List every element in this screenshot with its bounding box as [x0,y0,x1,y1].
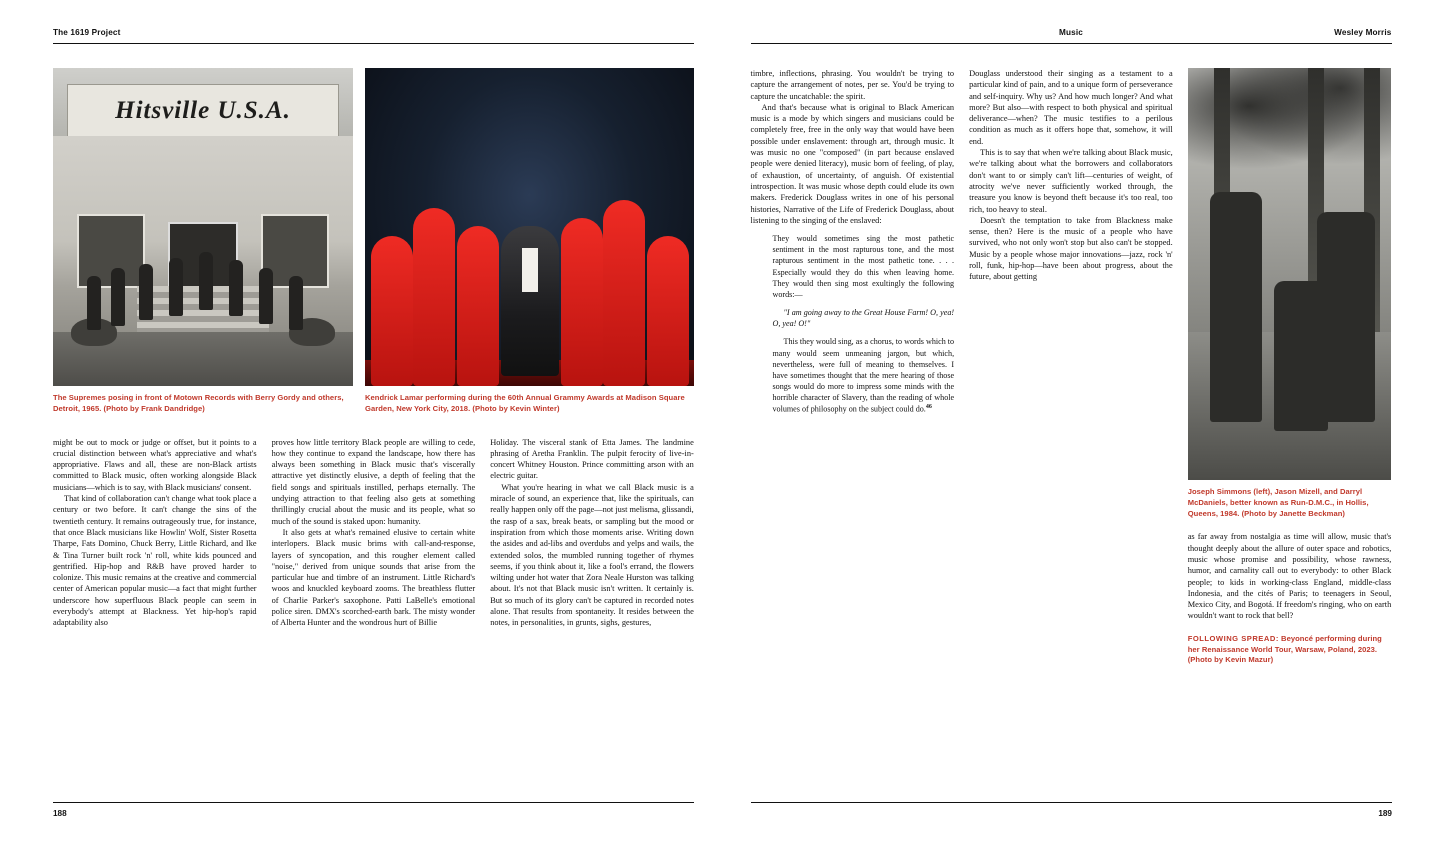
dancer-silhouette [603,200,645,386]
person-silhouette [199,252,213,310]
person-silhouette [229,260,243,316]
paragraph: Douglass understood their singing as a testament to a particular kind of pain, and to a unique form of perseverance and self-inquiry. Why us? And how much longer? And what more? But also—with respect to both physical and spiritual deliverance—when? The music testifies to a perilous condition as much as it offers hope that, somehow, it will end. [969,69,1173,146]
quote-paragraph-2: "I am going away to the Great House Farm! O, yea! O, yea! O!" [772,308,955,329]
person-dmc [1317,212,1375,422]
right-column-3 [1188,68,1392,666]
left-image-row [53,68,694,415]
paragraph: What you're hearing in what we call Black music is a miracle of sound, an experience that, like the spirituals, can really happen only off the page—not just melisma, glissandi, the rasp of a sax, break beats, or sampling but the mood or inspiration from which those moments arise. Writing down the asides and ad-libs and overdubs and yelps and wails, the extended solos, the mumbled running together of rhymes seems, if you think about it, like a fool's errand, the flowers wilting under hot water that Zora Neale Hurston was talking about. It's not that Black music isn't written. It certainly is. But so much of its glory can't be captured in recorded notes alone. That results from spontaneity. It resides between the notes, in personalities, in grunts, sighs, gestures, [490,482,694,628]
paragraph: timbre, inflections, phrasing. You wouldn't be trying to capture the arrangement of notes, per se. You'd be trying to capture the uncatchable: the spirit. [750,69,955,101]
quote-text-3: This they would sing, as a chorus, to words which to many would seem unmeaning jargon, but which, nevertheless, were full of meaning to themselves. I have sometimes thought that the mere hearing of those songs would do more to impress some minds with the horrible character of Slavery, than the reading of whole volumes of philosophy on the subject could do. [772,337,955,415]
left-body-columns [53,437,694,629]
running-head-right [751,28,1392,44]
right-page [723,0,1445,846]
right-body-columns [751,68,1392,666]
running-head-left [53,28,694,44]
photo-kendrick-lamar [365,68,694,386]
right-column-2 [969,68,1173,666]
caption-following-spread [1188,634,1392,666]
left-column-1 [53,437,257,629]
motown-building [53,136,353,386]
page-number-left: 188 [53,802,694,818]
paragraph: This is to say that when we're talking about Black music, we're talking about what the borrowers and collaborators don't want to or simply can't lift—centuries of weight, of atrocity we've never sufficiently worked through, the treasure you know is beyond theft because it's too real, too rich, too heavy to steal. [969,148,1173,214]
running-head-title: The 1619 Project [53,28,121,37]
paragraph: might be out to mock or judge or offset, but it points to a crucial distinction between what's appreciative and what's appropriative. Flaws and all, these are non-Black artists committed to Black music, often working alongside Black musicians—which is to say, with Black musicians' consent. [53,437,257,492]
dancer-silhouette [371,236,413,386]
left-column-2 [272,437,476,629]
figure-supremes [53,68,353,415]
person-silhouette [139,264,153,320]
paragraph: as far away from nostalgia as time will allow, music that's thought deeply about the allure of outer space and robotics, music whose promise and possibility, whose rawness, humor, and carnality call out to everybody: to other Black people; to kids in working-class England, middle-class Indonesia, and the cités of Paris; to teenagers in Seoul, Mexico City, and Bogotá. If freedom's ringing, who on earth wouldn't want to rock that bell? [1187,532,1392,621]
douglass-blockquote [751,233,955,415]
photo-run-dmc [1188,68,1392,480]
dancer-silhouette [647,236,689,386]
left-column-3 [490,437,694,629]
paragraph: And that's because what is original to Black American music is a mode by which singers and musicians could be completely free, free in the only way that would have been possible under enslavement: through art, through music. It was music no one "composed" (in part because enslaved people were denied literacy), music born of feeling, of play, of exhaustion, of uncertainty, of anguish. Of existential introspection. It was music whose depth could elude its own makers. Frederick Douglass writes in one of his personal histories, Narrative of the Life of Frederick Douglass, about listening to the singing of the enslaved: [750,102,955,225]
hitsville-sign-text: Hitsville U.S.A. [115,97,291,124]
following-spread-label: FOLLOWING SPREAD: [1187,633,1279,643]
person-silhouette [169,258,183,316]
dancer-silhouette [457,226,499,386]
person-silhouette [87,276,101,330]
page-number-right: 189 [751,802,1392,818]
caption-run-dmc: Joseph Simmons (left), Jason Mizell, and Darryl McDaniels, better known as Run-D.M.C., in Hollis, Queens, 1984. (Photo by Janette Beckman) [1187,487,1369,518]
paragraph: Doesn't the temptation to take from Blackness make sense, then? Here is the music of a people who have survived, who not only won't stop but also can't be stopped. Music by a people whose major innovations—jazz, rock 'n' roll, funk, hip-hop—have been about progress, about the future, about getting [969,215,1173,282]
paragraph: That kind of collaboration can't change what took place a century or two before. It can't change the sins of the twentieth century. It remains outrageously true, for instance, that once Black musicians like Howlin' Wolf, Sister Rosetta Tharpe, Fats Domino, Chuck Berry, Little Richard, and Ike & Tina Turner built rock 'n' roll, white kids pounced and gentrified. Hip-hop and R&B have proved harder to colonize. This music remains at the creative and commercial center of American popular music—a fact that might further underscore how superfluous Black people can seem in everybody's attempt at Blackness. Yet hip-hop's rapid adaptability also [53,494,257,628]
dancer-silhouette [413,208,455,386]
person-silhouette [111,268,125,326]
person-silhouette [259,268,273,324]
paragraph: It also gets at what's remained elusive to certain white interlopers. Black music brims with call-and-response, layers of syncopation, and this rougher element called "noise," derived from unique sounds that arise from the particular hue and timbre of an instrument. Little Richard's woos and knuckled keyboard zooms. The breathless flutter of Charlie Parker's saxophone. Patti LaBelle's emotional police siren. DMX's scorched-earth bark. The misty wonder of Alberta Hunter and the wondrous hurt of Billie [271,527,476,628]
dancer-silhouette [561,218,603,386]
person-run [1210,192,1262,422]
caption-supremes: The Supremes posing in front of Motown Records with Berry Gordy and others, Detroit, 1965. (Photo by Frank Dandridge) [53,393,344,413]
caption-kendrick: Kendrick Lamar performing during the 60th Annual Grammy Awards at Madison Square Garden, New York City, 2018. (Photo by Kevin Winter) [365,393,685,413]
person-silhouette [289,276,303,330]
paragraph: Holiday. The visceral stank of Etta James. The landmine phrasing of Aretha Franklin. The pulpit ferocity of live-in-concert Whitney Houston. Prince committing arson with an electric guitar. [490,437,694,481]
quote-paragraph-3 [773,336,955,415]
running-head-section: Music [1059,28,1083,37]
figure-kendrick [365,68,694,415]
footnote-marker: 46 [925,404,932,411]
photo-supremes [53,68,353,386]
paragraph: proves how little territory Black people are willing to cede, how they continue to expand the landscape, how there has always been something in Black music that's viscerally attractive yet distinctly elusive, a depth of feeling that the field songs and spirituals instilled, perhaps eternally. The undying attraction to that feeling also gets at something thrillingly crucial about the music and its people, what so much of the sound is staked upon: humanity. [271,437,476,526]
kendrick-lamar-figure [501,226,559,376]
following-spread-text: Beyoncé performing during her Renaissance World Tour, Warsaw, Poland, 2023. (Photo by Kevin Mazur) [1187,633,1382,665]
right-column-1 [751,68,955,666]
running-head-author: Wesley Morris [1334,28,1392,37]
hitsville-sign [67,84,339,138]
quote-paragraph-1: They would sometimes sing the most pathetic sentiment in the most rapturous tone, and the most rapturous sentiment in the most pathetic tone. . . . Especially would they do this when leaving home. They would then sing most exultingly the following words:— [772,234,955,299]
